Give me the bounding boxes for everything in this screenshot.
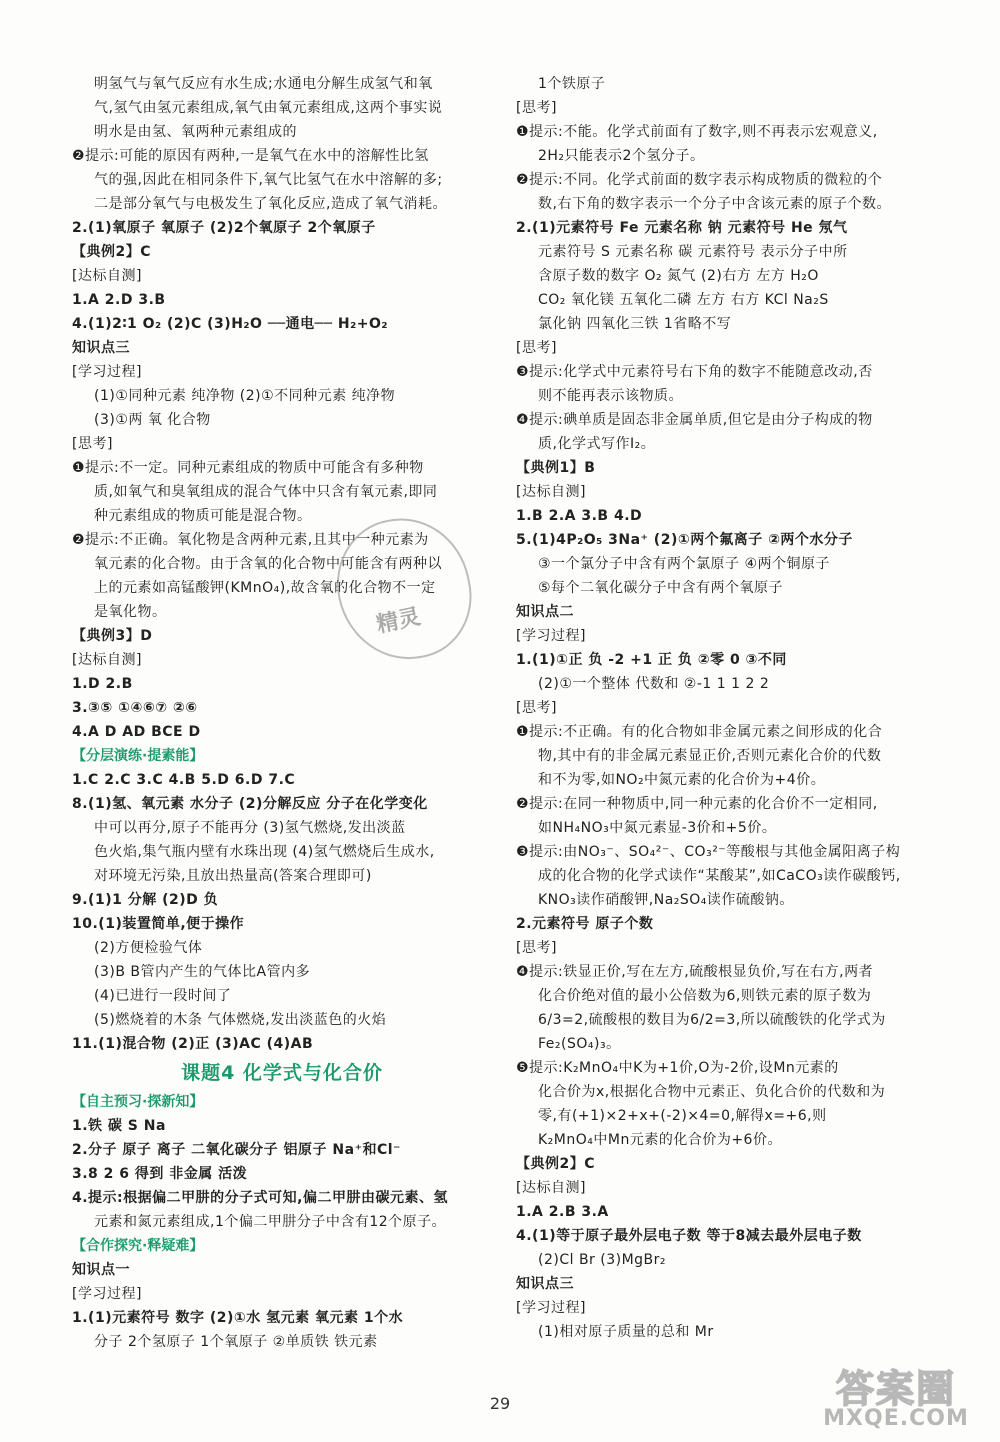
text-line: 2.分子 原子 离子 二氧化碳分子 铝原子 Na⁺和Cl⁻ [72, 1142, 401, 1158]
text-line: 1.B 2.A 3.B 4.D [516, 508, 643, 524]
text-line: [达标自测] [516, 484, 586, 500]
text-line: ❹提示:碘单质是固态非金属单质,但它是由分子构成的物 [516, 412, 873, 428]
text-line: (1)相对原子质量的总和 Mr [538, 1324, 714, 1340]
text-line: [达标自测] [516, 1180, 586, 1196]
text-line: [学习过程] [72, 1286, 142, 1302]
text-line: 种元素组成的物质可能是混合物。 [94, 508, 312, 524]
stamp-text: 精灵 [374, 604, 423, 639]
text-line: 2.(1)元素符号 Fe 元素名称 钠 元素符号 He 氖气 [516, 220, 848, 236]
text-line: (2)Cl Br (3)MgBr₂ [538, 1252, 667, 1268]
text-line: ❷提示:不同。化学式前面的数字表示构成物质的微粒的个 [516, 172, 883, 188]
text-line: 元素符号 S 元素名称 碳 元素符号 表示分子中所 [538, 244, 848, 260]
text-line: (3)①两 氧 化合物 [94, 412, 211, 428]
text-line: 质,如氧气和臭氧组成的混合气体中只含有氧元素,即同 [94, 484, 438, 500]
text-line: ③一个氯分子中含有两个氯原子 ④两个铜原子 [538, 556, 831, 572]
text-line: 分子 2个氢原子 1个氧原子 ②单质铁 铁元素 [94, 1334, 378, 1350]
text-line: 9.(1)1 分解 (2)D 负 [72, 892, 219, 908]
text-line: ❷提示:在同一种物质中,同一种元素的化合价不一定相同, [516, 796, 878, 812]
text-line: 知识点一 [72, 1262, 130, 1278]
text-line: ❸提示:由NO₃⁻、SO₄²⁻、CO₃²⁻等酸根与其他金属阳离子构 [516, 844, 901, 860]
text-line: 11.(1)混合物 (2)正 (3)AC (4)AB [72, 1036, 314, 1052]
text-line: 上的元素如高锰酸钾(KMnO₄),故含氧的化合物不一定 [94, 580, 436, 596]
left-column [72, 72, 492, 1354]
text-line: 4.(1)等于原子最外层电子数 等于8减去最外层电子数 [516, 1228, 862, 1244]
text-line: 对环境无污染,且放出热量高(答案合理即可) [94, 868, 372, 884]
text-line: CO₂ 氧化镁 五氧化二磷 左方 右方 KCl Na₂S [538, 292, 829, 308]
text-line: 化合价绝对值的最小公倍数为6,则铁元素的原子数为 [538, 988, 872, 1004]
text-line: (4)已进行一段时间了 [94, 988, 232, 1004]
text-line: 物,其中有的非金属元素显正价,否则元素化合价的代数 [538, 748, 882, 764]
text-line: ❶提示:不一定。同种元素组成的物质中可能含有多种物 [72, 460, 424, 476]
text-line: 4.A D AD BCE D [72, 724, 201, 740]
text-line: Fe₂(SO₄)₃。 [538, 1036, 621, 1052]
text-line: 2.(1)氧原子 氧原子 (2)2个氧原子 2个氧原子 [72, 220, 376, 236]
text-line: ❶提示:不能。化学式前面有了数字,则不再表示宏观意义, [516, 124, 878, 140]
text-line: KNO₃读作硝酸钾,Na₂SO₄读作硫酸钠。 [538, 892, 794, 908]
text-line: 3.8 2 6 得到 非金属 活泼 [72, 1166, 248, 1182]
text-line: [学习过程] [72, 364, 142, 380]
text-line: 2H₂只能表示2个氢分子。 [538, 148, 705, 164]
section-heading: 【自主预习·探新知】 [72, 1094, 204, 1110]
text-line: 1.(1)①正 负 -2 +1 正 负 ②零 0 ③不同 [516, 652, 787, 668]
text-line: 6/3=2,硫酸根的数目为6/2=3,所以硫酸铁的化学式为 [538, 1012, 886, 1028]
text-line: 知识点三 [72, 340, 130, 356]
text-line: ❷提示:不正确。氧化物是含两种元素,且其中一种元素为 [72, 532, 429, 548]
text-line: 4.提示:根据偏二甲肼的分子式可知,偏二甲肼由碳元素、氢 [72, 1190, 448, 1206]
text-line: [思考] [72, 436, 113, 452]
text-line: [达标自测] [72, 268, 142, 284]
text-line: 1个铁原子 [538, 76, 606, 92]
text-line: 明氢气与氧气反应有水生成;水通电分解生成氢气和氧 [94, 76, 433, 92]
watermark-url: MXQE.COM [823, 1406, 969, 1431]
watermark-logo-text: 答案圈 [835, 1367, 956, 1411]
text-line: ⑤每个二氧化碳分子中含有两个氧原子 [538, 580, 784, 596]
text-line: 【典例2】C [72, 244, 152, 260]
text-line: 5.(1)4P₂O₅ 3Na⁺ (2)①两个氟离子 ②两个水分子 [516, 532, 853, 548]
text-line: 【典例2】C [516, 1156, 596, 1172]
text-line: 10.(1)装置简单,便于操作 [72, 916, 245, 932]
text-line: 知识点二 [516, 604, 574, 620]
watermark-logo [806, 1354, 986, 1436]
text-line: 8.(1)氢、氧元素 水分子 (2)分解反应 分子在化学变化 [72, 796, 428, 812]
text-line: 【典例3】D [72, 628, 153, 644]
text-line: 是氧化物。 [94, 604, 167, 620]
text-line: 1.A 2.D 3.B [72, 292, 166, 308]
text-line: [思考] [516, 100, 557, 116]
text-line: ❹提示:铁显正价,写在左方,硫酸根显负价,写在右方,两者 [516, 964, 874, 980]
text-line: ❷提示:可能的原因有两种,一是氧气在水中的溶解性比氢 [72, 148, 429, 164]
text-line: K₂MnO₄中Mn元素的化合价为+6价。 [538, 1132, 782, 1148]
text-line: 【典例1】B [516, 460, 596, 476]
text-line: 化合价为x,根据化合物中元素正、负化合价的代数和为 [538, 1084, 886, 1100]
section-heading: 【合作探究·释疑难】 [72, 1238, 204, 1254]
text-line: ❺提示:K₂MnO₄中K为+1价,O为-2价,设Mn元素的 [516, 1060, 839, 1076]
text-line: 质,化学式写作I₂。 [538, 436, 656, 452]
text-line: [学习过程] [516, 1300, 586, 1316]
text-line: 则不能再表示该物质。 [538, 388, 683, 404]
text-line: 氯化钠 四氧化三铁 1省略不写 [538, 316, 732, 332]
text-line: [思考] [516, 340, 557, 356]
text-line: [达标自测] [72, 652, 142, 668]
text-line: 1.(1)元素符号 数字 (2)①水 氢元素 氧元素 1个水 [72, 1310, 404, 1326]
text-line: [思考] [516, 940, 557, 956]
text-line: 1.铁 碳 S Na [72, 1118, 166, 1134]
text-line: 含原子数的数字 O₂ 氮气 (2)右方 左方 H₂O [538, 268, 819, 284]
text-line: 气,氢气由氢元素组成,氧气由氧元素组成,这两个事实说 [94, 100, 443, 116]
text-line: (1)①同种元素 纯净物 (2)①不同种元素 纯净物 [94, 388, 396, 404]
text-line: 1.C 2.C 3.C 4.B 5.D 6.D 7.C [72, 772, 296, 788]
page-number: 29 [489, 1394, 511, 1413]
text-line: [思考] [516, 700, 557, 716]
text-line: (3)B B管内产生的气体比A管内多 [94, 964, 311, 980]
text-line: ❶提示:不正确。有的化合物如非金属元素之间形成的化合 [516, 724, 883, 740]
text-line: ❸提示:化学式中元素符号右下角的数字不能随意改动,否 [516, 364, 873, 380]
text-line: 知识点三 [516, 1276, 574, 1292]
text-line: 氧元素的化合物。由于含氧的化合物中可能含有两种以 [94, 556, 442, 572]
text-line: 成的化合物的化学式读作“某酸某”,如CaCO₃读作碳酸钙, [538, 868, 901, 884]
text-line: 如NH₄NO₃中氮元素显-3价和+5价。 [538, 820, 777, 836]
text-line: 1.A 2.B 3.A [516, 1204, 609, 1220]
section-heading: 【分层演练·提素能】 [72, 748, 204, 764]
text-line: (2)方便检验气体 [94, 940, 203, 956]
text-line: 中可以再分,原子不能再分 (3)氢气燃烧,发出淡蓝 [94, 820, 406, 836]
text-line: 气的强,因此在相同条件下,氧气比氢气在水中溶解的多; [94, 172, 443, 188]
text-line: 二是部分氧气与电极发生了氧化反应,造成了氧气消耗。 [94, 196, 447, 212]
text-line: 和不为零,如NO₂中氮元素的化合价为+4价。 [538, 772, 826, 788]
right-column [516, 72, 936, 1344]
text-line: 3.③⑤ ①④⑥⑦ ②⑥ [72, 700, 198, 716]
text-line: [学习过程] [516, 628, 586, 644]
text-line: 2.元素符号 原子个数 [516, 916, 654, 932]
lesson-title: 课题4 化学式与化合价 [181, 1062, 383, 1084]
text-line: (2)①一个整体 代数和 ②-1 1 1 2 2 [538, 676, 770, 692]
text-line: 明水是由氢、氧两种元素组成的 [94, 124, 297, 140]
text-line: 1.D 2.B [72, 676, 133, 692]
text-line: 元素和氮元素组成,1个偏二甲肼分子中含有12个原子。 [94, 1214, 447, 1230]
text-line: 零,有(+1)×2+x+(-2)×4=0,解得x=+6,则 [538, 1108, 827, 1124]
text-line: 色火焰,集气瓶内壁有水珠出现 (4)氢气燃烧后生成水, [94, 844, 435, 860]
text-line: (5)燃烧着的木条 气体燃烧,发出淡蓝色的火焰 [94, 1012, 387, 1028]
text-line: 4.(1)2∶1 O₂ (2)C (3)H₂O ──通电── H₂+O₂ [72, 316, 389, 332]
text-line: 数,右下角的数字表示一个分子中含该元素的原子个数。 [538, 196, 891, 212]
